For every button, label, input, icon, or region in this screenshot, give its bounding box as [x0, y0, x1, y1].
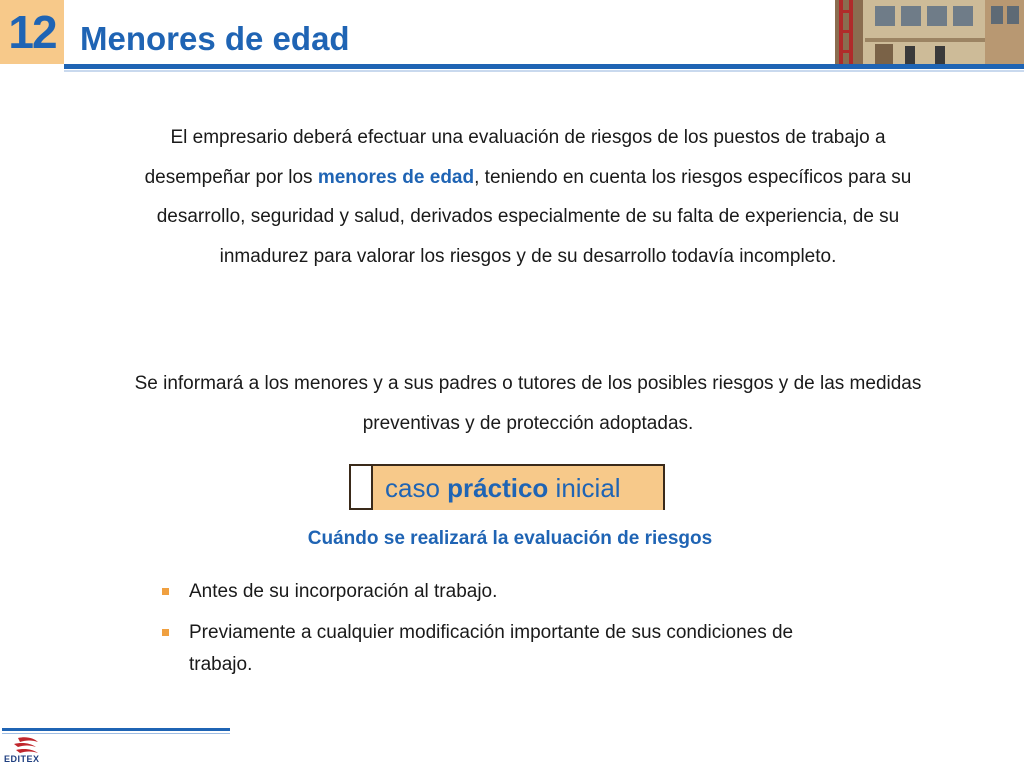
highlight-menores-de-edad: menores de edad — [317, 166, 475, 188]
footer-divider-shadow — [2, 733, 230, 734]
header-photo-image — [835, 0, 1024, 64]
list-item-text: Previamente a cualquier modificación importante de sus condiciones de trabajo. — [189, 622, 794, 675]
case-word-1: caso — [385, 473, 440, 503]
case-study-label — [385, 473, 621, 504]
list-item — [160, 617, 800, 681]
list-item — [160, 576, 800, 608]
case-study-marker — [349, 464, 373, 510]
bullet-list — [160, 576, 800, 690]
editex-logo-text: EDITEX — [4, 754, 40, 764]
case-word-3: inicial — [555, 473, 621, 503]
building-photo-icon — [835, 0, 1024, 64]
intro-text-start: El empresario deberá efectuar una evaluación de riesgos de los puestos de trabajo a desempeñar por los — [144, 127, 886, 188]
list-item-text: Antes de su incorporación al trabajo. — [189, 581, 498, 602]
bullet-square-icon — [162, 629, 169, 636]
intro-text-end: , teniendo en cuenta los riesgos específicos para su desarrollo, seguridad y salud, derivados especialmente de su falta de experiencia, de su inmadurez para valorar los riesgos y de su desarrollo todavía incompleto. — [156, 166, 912, 267]
header-divider — [64, 64, 1024, 69]
bullet-square-icon — [162, 588, 169, 595]
section-heading: Cuándo se realizará la evaluación de riesgos — [307, 528, 713, 549]
chapter-number: 12 — [8, 6, 56, 58]
case-study-banner — [349, 464, 665, 510]
intro-paragraph — [118, 118, 938, 276]
case-word-2: práctico — [447, 473, 549, 503]
header-divider-shadow — [64, 70, 1024, 72]
information-paragraph: Se informará a los menores y a sus padres o tutores de los posibles riesgos y de las medidas preventivas y de protección adoptadas. — [134, 373, 922, 434]
footer-divider — [2, 728, 230, 731]
page-title: Menores de edad — [80, 20, 350, 57]
chapter-badge — [0, 0, 64, 64]
